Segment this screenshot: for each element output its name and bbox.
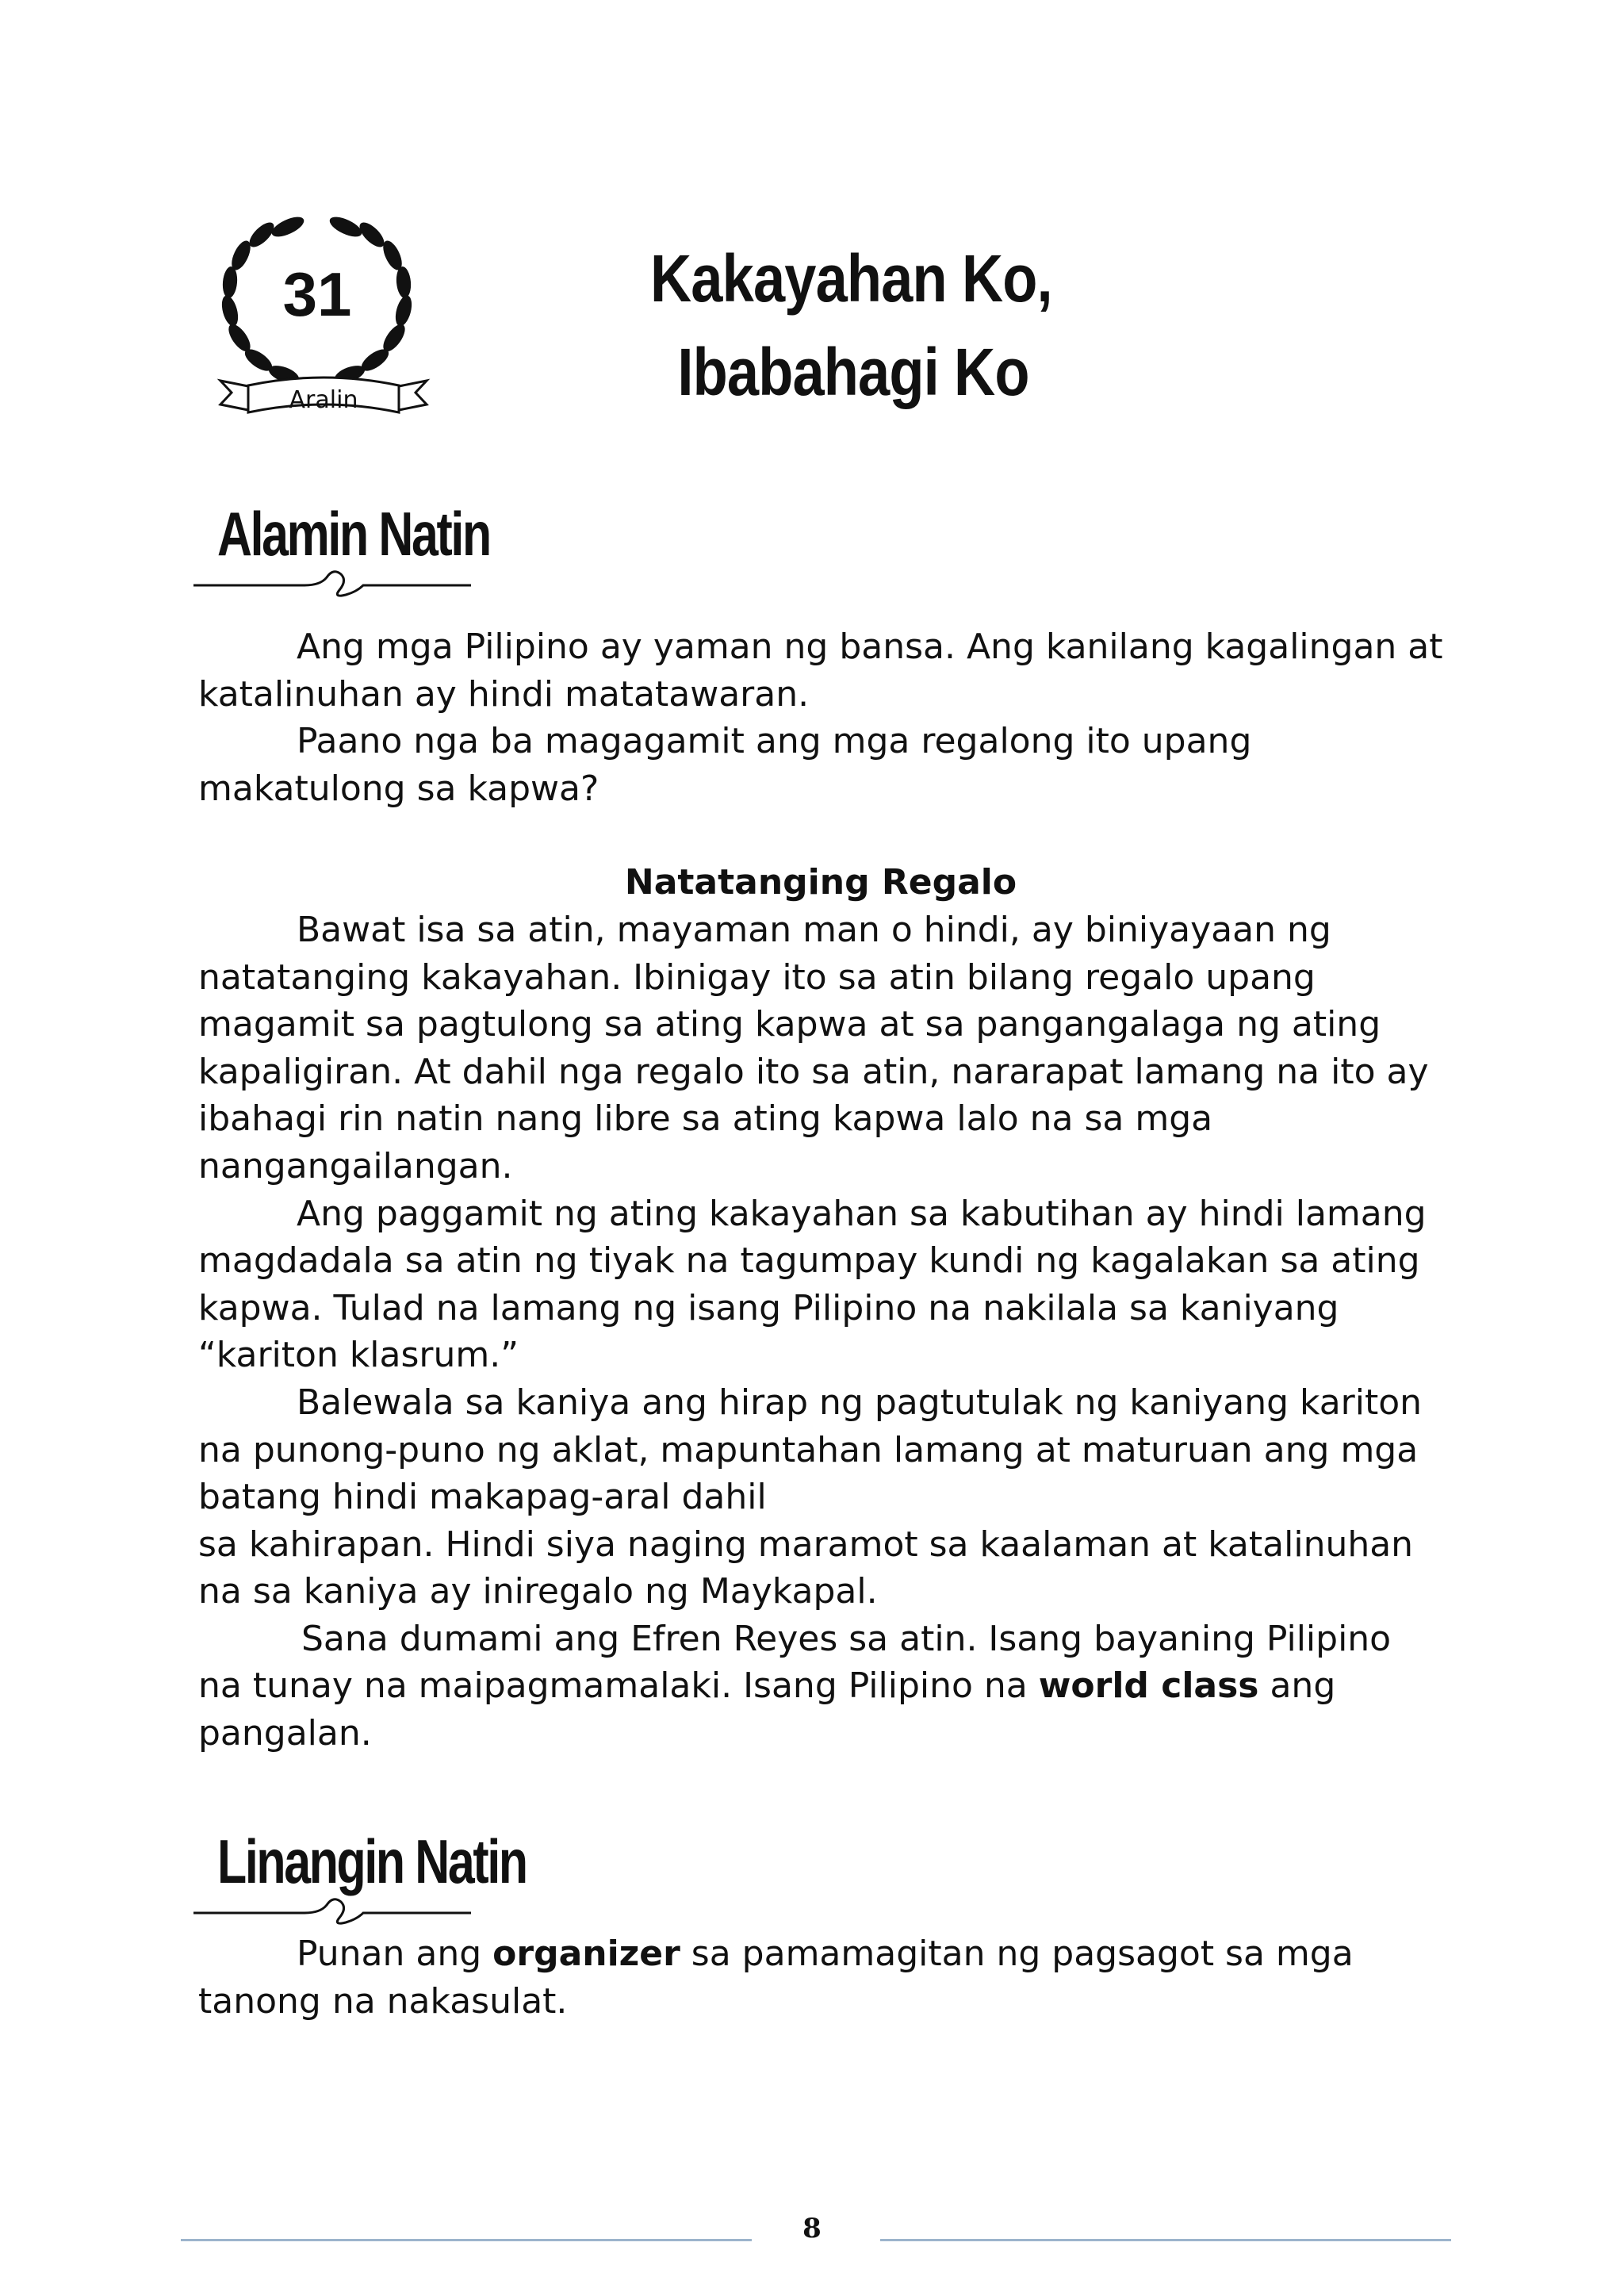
paragraph: Bawat isa sa atin, mayaman man o hindi, ay biniyayaan ng natatanging kakayahan. Ibinigay ito sa atin bilang regalo upang magamit sa pagtulong sa ating kapwa at sa pangangalaga ng ating kapaligiran. At dahil nga regalo ito sa atin, nararapat lamang na ito ay ibahagi rin natin nang libre sa ating kapwa lalo na sa mga nangangailangan. xyxy=(198,909,1429,1186)
footer-rule-left xyxy=(181,2239,752,2241)
laurel-wreath-icon xyxy=(205,205,442,435)
text-run: Sana dumami ang Efren Reyes sa atin. Isang bayaning Pilipino na tunay na maipagmamalaki. Isang Pilipino na xyxy=(198,1618,1392,1707)
text-run: ang pangalan. xyxy=(198,1665,1336,1754)
text-run: sa pamamagitan ng pagsagot sa mga tanong na nakasulat. xyxy=(198,1934,1354,2022)
page-number: 8 xyxy=(802,2213,822,2244)
lesson-ribbon-label: Aralin xyxy=(289,386,358,414)
text-run: Punan ang xyxy=(297,1934,493,1974)
intro-text xyxy=(198,623,1443,1757)
paragraph xyxy=(198,1930,1443,2025)
swirl-underline-icon xyxy=(193,546,479,601)
swirl-underline-icon xyxy=(193,1873,479,1929)
lesson-title xyxy=(650,232,1169,419)
paragraph: sa kahirapan. Hindi siya naging maramot sa kaalaman at katalinuhan na sa kaniya ay iniregalo ng Maykapal. xyxy=(198,1524,1414,1612)
paragraph: Paano nga ba magagamit ang mga regalong ito upang makatulong sa kapwa? xyxy=(198,721,1252,809)
paragraph: Ang mga Pilipino ay yaman ng bansa. Ang kanilang kagalingan at katalinuhan ay hindi matatawaran. xyxy=(198,627,1443,715)
lesson-emblem xyxy=(205,205,442,435)
footer-rule-right xyxy=(880,2239,1451,2241)
paragraph: Ang paggamit ng ating kakayahan sa kabutihan ay hindi lamang magdadala sa atin ng tiyak na tagumpay kundi ng kagalakan sa ating kapwa. Tulad na lamang ng isang Pilipino na nakilala sa kaniyang “kariton klasrum.” xyxy=(198,1193,1427,1376)
paragraph xyxy=(198,1616,1443,1757)
section-heading-alamin xyxy=(193,498,490,585)
story-heading: Natatanging Regalo xyxy=(624,862,1017,903)
paragraph: Balewala sa kaniya ang hirap ng pagtutulak ng kaniyang kariton na punong-puno ng aklat, mapuntahan lamang at maturuan ang mga batang hindi makapag-aral dahil xyxy=(198,1382,1423,1518)
bold-text: organizer xyxy=(492,1934,680,1974)
section-heading-label: Alamin Natin xyxy=(217,499,490,569)
lesson-number: 31 xyxy=(282,259,352,329)
title-line-2: Ibabahagi Ko xyxy=(677,335,1029,409)
title-line-1: Kakayahan Ko, xyxy=(650,241,1052,316)
section-heading-linangin xyxy=(193,1826,527,1913)
instruction-text xyxy=(198,1930,1443,2025)
section-heading-label: Linangin Natin xyxy=(217,1826,527,1896)
bold-text: world class xyxy=(1038,1665,1259,1707)
